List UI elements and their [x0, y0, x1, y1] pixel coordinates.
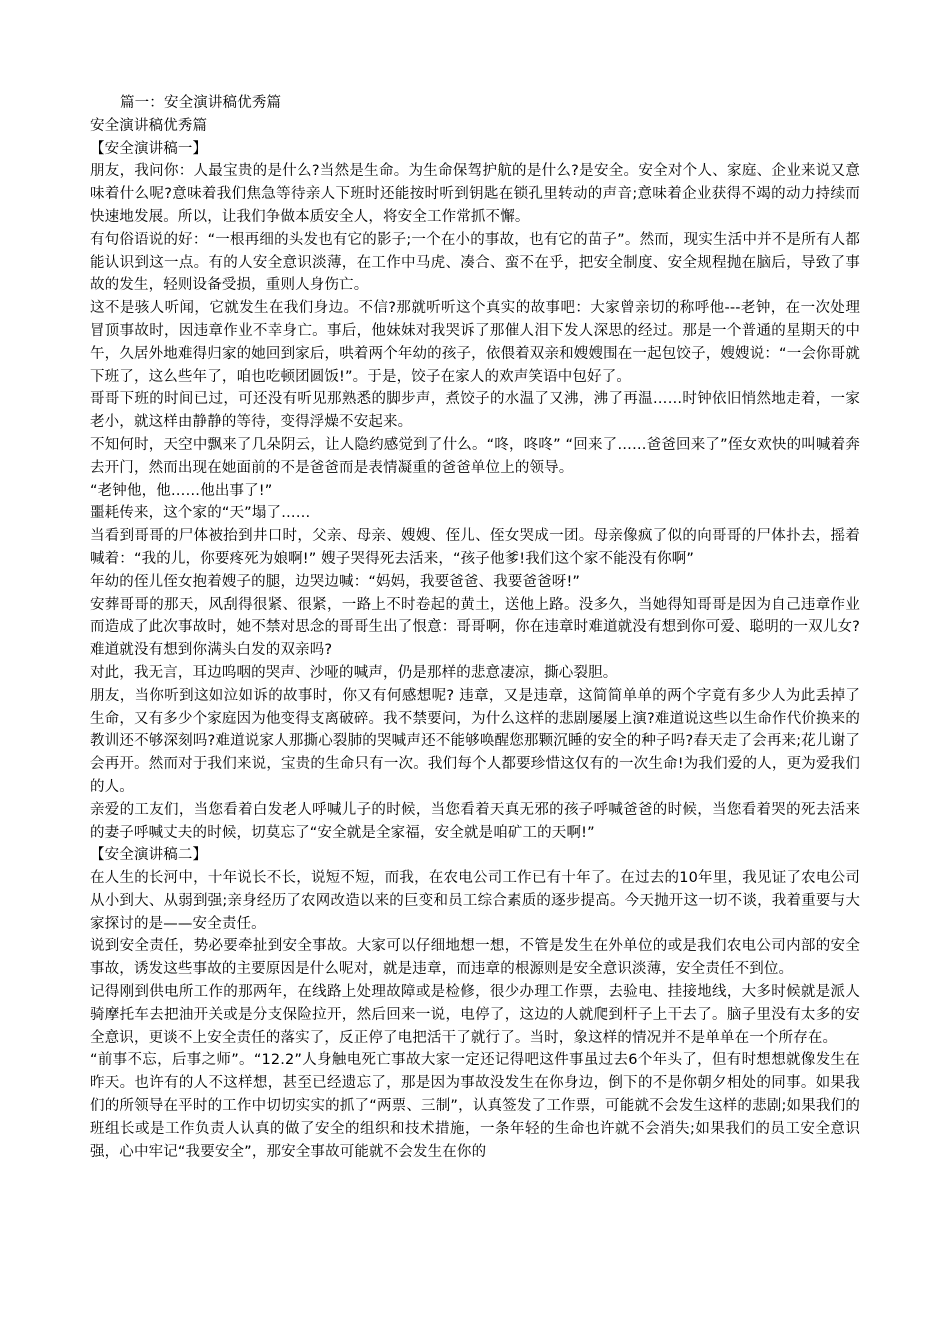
paragraph: 哥哥下班的时间已过，可还没有听见那熟悉的脚步声，煮饺子的水温了又沸，沸了再温……时钟依旧悄然地走着，一家老小，就这样由静静的等待，变得浮燥不安起来。 [90, 391, 860, 431]
paragraph: 对此，我无言，耳边呜咽的哭声、沙哑的喊声，仍是那样的悲意凄凉，撕心裂胆。 [90, 664, 618, 681]
paragraph: 亲爱的工友们，当您看着白发老人呼喊儿子的时候，当您看着天真无邪的孩子呼喊爸爸的时候，当您看着哭的死去活来的妻子呼喊丈夫的时候，切莫忘了“安全就是全家福，安全就是咱矿工的天啊!” [90, 801, 860, 841]
paragraph: 朋友，我问你：人最宝贵的是什么?当然是生命。为生命保驾护航的是什么?是安全。安全对个人、家庭、企业来说又意味着什么呢?意味着我们焦急等待亲人下班时还能按时听到钥匙在锁孔里转动的声音;意味着企业获得不竭的动力持续而快速地发展。所以，让我们争做本质安全人，将安全工作常抓不懈。 [90, 163, 860, 225]
paragraph: 当看到哥哥的尸体被抬到井口时，父亲、母亲、嫂嫂、侄儿、侄女哭成一团。母亲像疯了似的向哥哥的尸体扑去，摇着喊着：“我的儿，你要疼死为娘啊!” 嫂子哭得死去活来，“孩子他爹!我们这个家不能没有你啊” [90, 528, 860, 567]
paragraph: 记得刚到供电所工作的那两年，在线路上处理故障或是检修，很少办理工作票，去验电、挂接地线，大多时候就是派人骑摩托车去把油开关或是分支保险拉开，然后回来一说，电停了，这边的人就爬到杆子上干去了。脑子里没有太多的安全意识，更谈不上安全责任的落实了，反正停了电把活干了就行了。当时，象这样的情况并不是单单在一个所存在。 [90, 984, 860, 1046]
paragraph: 噩耗传来，这个家的“天”塌了…… [90, 505, 311, 522]
paragraph: “前事不忘，后事之师”。“12.2”人身触电死亡事故大家一定还记得吧这件事虽过去6个年头了，但有时想想就像发生在昨天。也许有的人不这样想，甚至已经遗忘了，那是因为事故没发生在你身边，倒下的不是你朝夕相处的同事。如果我们的所领导在平时的工作中切切实实的抓了“两票、三制”，认真签发了工作票，可能就不会发生这样的悲剧;如果我们的班组长或是工作负责人认真的做了安全的组织和技术措施，一条年轻的生命也许就不会消失;如果我们的员工安全意识强，心中牢记“我要安全”，那安全事故可能就不会发生在你的 [90, 1052, 860, 1160]
document-page [90, 92, 860, 1163]
paragraph: 这不是骇人听闻，它就发生在我们身边。不信?那就听听这个真实的故事吧：大家曾亲切的称呼他---老钟，在一次处理冒顶事故时，因违章作业不幸身亡。事后，他妹妹对我哭诉了那催人泪下发人深思的经过。那是一个普通的星期天的中午，久居外地难得归家的她回到家后，哄着两个年幼的孩子，依偎着双亲和嫂嫂围在一起包饺子，嫂嫂说：“一会你哥就下班了，这么些年了，咱也吃顿团圆饭!”。于是，饺子在家人的欢声笑语中包好了。 [90, 300, 860, 385]
paragraph: 说到安全责任，势必要牵扯到安全事故。大家可以仔细地想一想，不管是发生在外单位的或是我们农电公司内部的安全事故，诱发这些事故的主要原因是什么呢对，就是违章，而违章的根源则是安全意识淡薄，安全责任不到位。 [90, 938, 860, 978]
doc-title: 篇一：安全演讲稿优秀篇 [120, 95, 282, 111]
section-heading-1: 【安全演讲稿一】 [90, 140, 208, 157]
paragraph: 年幼的侄儿侄女抱着嫂子的腿，边哭边喊：“妈妈，我要爸爸、我要爸爸呀!” [90, 573, 581, 590]
doc-subtitle: 安全演讲稿优秀篇 [90, 117, 208, 134]
paragraph: 在人生的长河中，十年说长不长，说短不短，而我，在农电公司工作已有十年了。在过去的10年里，我见证了农电公司从小到大、从弱到强;亲身经历了农网改造以来的巨变和员工综合素质的逐步提高。今天抛开这一切不谈，我着重要与大家探讨的是——安全责任。 [90, 870, 860, 932]
paragraph: “老钟他，他……他出事了!” [90, 482, 273, 499]
section-heading-2: 【安全演讲稿二】 [90, 847, 208, 864]
paragraph: 朋友，当你听到这如泣如诉的故事时，你又有何感想呢? 违章，又是违章，这简简单单的两个字竟有多少人为此丢掉了生命，又有多少个家庭因为他变得支离破碎。我不禁要问，为什么这样的悲剧屡屡上演?难道说这些以生命作代价换来的教训还不够深刻吗?难道说家人那撕心裂肺的哭喊声还不能够唤醒您那颗沉睡的安全的种子吗?春天走了会再来;花儿谢了会再开。然而对于我们来说，宝贵的生命只有一次。我们每个人都要珍惜这仅有的一次生命!为我们爱的人，更为爱我们的人。 [90, 687, 860, 795]
paragraph: 安葬哥哥的那天，风刮得很紧、很紧，一路上不时卷起的黄土，送他上路。没多久，当她得知哥哥是因为自己违章作业而造成了此次事故时，她不禁对思念的哥哥生出了恨意：哥哥啊，你在违章时难道就没有想到你可爱、聪明的一双儿女?难道就没有想到你满头白发的双亲吗? [90, 596, 860, 659]
paragraph: 不知何时，天空中飘来了几朵阴云，让人隐约感觉到了什么。“咚，咚咚” “回来了……爸爸回来了”侄女欢快的叫喊着奔去开门，然而出现在她面前的不是爸爸而是表情凝重的爸爸单位上的领导。 [90, 436, 860, 476]
paragraph: 有句俗语说的好：“一根再细的头发也有它的影子;一个在小的事故，也有它的苗子”。然而，现实生活中并不是所有人都能认识到这一点。有的人安全意识淡薄，在工作中马虎、凑合、蛮不在乎，把安全制度、安全规程抛在脑后，导致了事故的发生，轻则设备受损，重则人身伤亡。 [90, 231, 860, 294]
